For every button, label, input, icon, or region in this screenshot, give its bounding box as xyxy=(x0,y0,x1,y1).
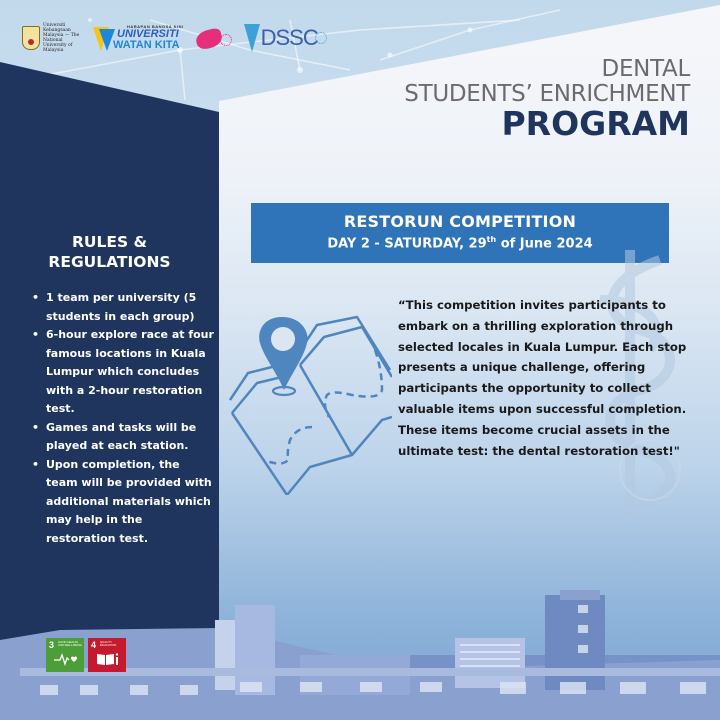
book-icon xyxy=(96,652,120,666)
v-mark-icon xyxy=(244,24,260,52)
title-line-dental: DENTAL xyxy=(601,56,690,82)
sdg-4-badge: 4 QUALITY EDUCATION xyxy=(88,638,126,672)
sdg-badges xyxy=(46,638,126,672)
rule-item: • 6-hour explore race at four famous locations in Kuala Lumpur which concludes with a 2-hour restoration test. xyxy=(30,326,215,419)
rules-list xyxy=(30,289,215,548)
logo-bar xyxy=(22,18,327,58)
competition-title: RESTORUN COMPETITION xyxy=(343,212,577,231)
rule-item: • Games and tasks will be played at each station. xyxy=(30,419,215,456)
v-mark-icon xyxy=(99,29,115,51)
title-line-program: PROGRAM xyxy=(501,104,690,143)
map-pin-icon xyxy=(222,295,392,495)
competition-description: “This competition invites participants to embark on a thrilling exploration through selected locales in Kuala Lumpur. Each stop presents a unique challenge, offering participants the opportunity to collect valuable items upon successful completion. These items become crucial assets in the ultimate test: the dental restoration test!" xyxy=(398,298,687,458)
dssc-logo: DSSC xyxy=(244,24,327,52)
fakulti-pergigian-logo xyxy=(194,24,234,52)
program-title xyxy=(404,57,690,141)
rule-item: • Upon completion, the team will be provided with additional materials which may help in the restoration test. xyxy=(30,456,215,549)
competition-date: DAY 2 - SATURDAY, 29th of June 2024 xyxy=(327,235,593,252)
universiti-watan-kita-logo: HARAPAN BANGSA KINI UNIVERSITI WATAN KITA xyxy=(93,25,184,51)
globe-icon xyxy=(315,32,327,44)
rule-item: • 1 team per university (5 students in each group) xyxy=(30,289,215,326)
crest-icon xyxy=(22,26,40,50)
sdg-3-badge: 3 GOOD HEALTH AND WELL-BEING xyxy=(46,638,84,672)
universiti-kebangsaan-malaysia-logo: Universiti Kebangsaan Malaysia — The National University of Malaysia xyxy=(22,23,83,53)
rules-heading: RULES & REGULATIONS xyxy=(48,233,171,271)
heartbeat-icon xyxy=(54,652,78,666)
ring-icon xyxy=(220,34,232,46)
title-line-enrichment: STUDENTS’ ENRICHMENT xyxy=(404,81,690,107)
